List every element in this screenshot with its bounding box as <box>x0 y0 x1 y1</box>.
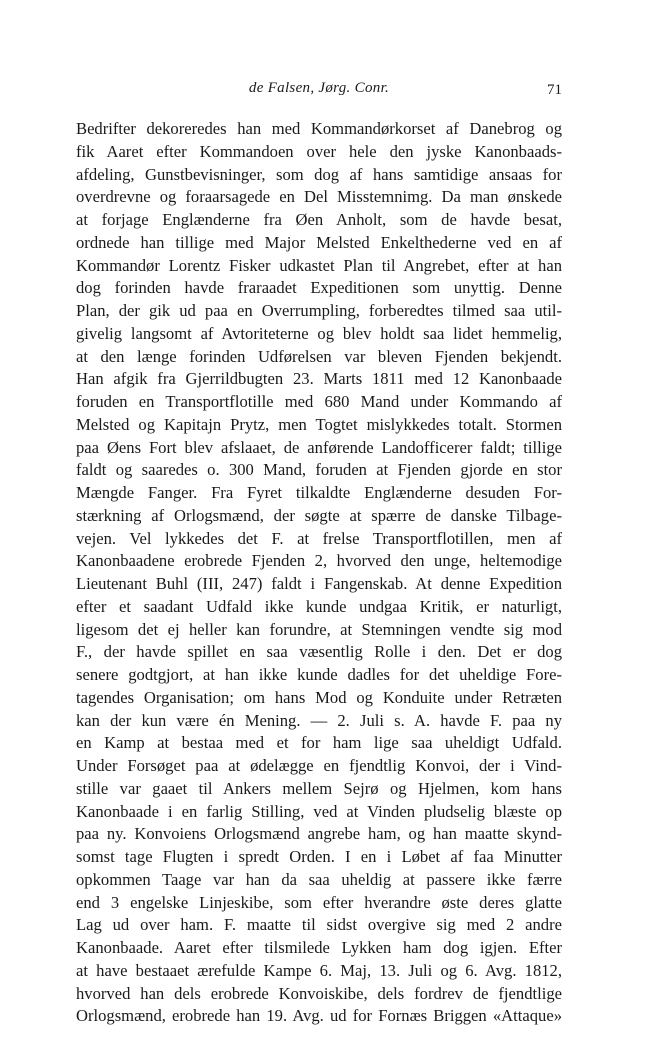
text-line: afdeling, Gunstbevisninger, som dog af hans samtidige ansaas for <box>76 164 562 184</box>
text-line: Han afgik fra Gjerrildbugten 23. Marts 1811 med 12 Kanonbaade <box>76 369 562 389</box>
text-line: en Kamp at bestaa med et for ham lige saa uheldigt Udfald. <box>76 733 562 753</box>
text-line: vejen. Vel lykkedes det F. at frelse Transportflotillen, men af <box>76 528 562 548</box>
text-line: ordnede han tillige med Major Melsted Enkelthederne ved en af <box>76 232 562 252</box>
text-line: at den længe forinden Udførelsen var bleven Fjenden bekjendt. <box>76 346 562 366</box>
text-line: F., der havde spillet en saa væsentlig Rolle i den. Det er dog <box>76 642 562 662</box>
text-line: stærkning af Orlogsmænd, der søgte at spærre de danske Tilbage- <box>76 505 562 525</box>
text-line: overdrevne og foraarsagede en Del Misstemnimg. Da man ønskede <box>76 187 562 207</box>
text-line: Mængde Fanger. Fra Fyret tilkaldte Englænderne desuden For- <box>76 483 562 502</box>
text-line: Lag ud over ham. F. maatte til sidst overgive sig med 2 andre <box>76 915 562 935</box>
text-line: Plan, der gik ud paa en Overrumpling, forberedtes tilmed saa util- <box>76 301 562 320</box>
text-line: givelig langsomt af Avtoriteterne og blev holdt saa lidet hemmelig, <box>76 323 562 343</box>
text-line: fik Aaret efter Kommandoen over hele den jyske Kanonbaads- <box>76 141 562 161</box>
text-line: faldt og saaredes o. 300 Mand, foruden at Fjenden gjorde en stor <box>76 460 562 480</box>
text-line: opkommen Taage var han da saa uheldig at passere ikke færre <box>76 869 562 889</box>
text-line: Kanonbaade i en farlig Stilling, ved at Vinden pludselig blæste op <box>76 801 562 821</box>
text-line: at have bestaaet ærefulde Kampe 6. Maj, 13. Juli og 6. Avg. 1812, <box>76 960 562 980</box>
page-number: 71 <box>547 82 562 98</box>
text-line: efter et saadant Udfald ikke kunde undgaa Kritik, er naturligt, <box>76 596 562 616</box>
running-head <box>76 80 562 102</box>
text-line: kan der kun være én Mening. — 2. Juli s. A. havde F. paa ny <box>76 710 562 730</box>
text-line: Lieutenant Buhl (III, 247) faldt i Fangenskab. At denne Expedition <box>76 574 562 593</box>
text-line: Under Forsøget paa at ødelægge en fjendtlig Konvoi, der i Vind- <box>76 756 562 775</box>
text-line: ligesom det ej heller kan forundre, at Stemningen vendte sig mod <box>76 619 562 639</box>
text-line: tagendes Organisation; om hans Mod og Konduite under Retræten <box>76 687 562 707</box>
text-line: hvorved han dels erobrede Konvoiskibe, dels fordrev de fjendtlige <box>76 983 562 1003</box>
text-line: Melsted og Kapitajn Prytz, men Togtet mislykkedes totalt. Stormen <box>76 414 562 434</box>
text-line: dog forinden havde fraraadet Expeditionen som unyttig. Denne <box>76 278 562 298</box>
text-line: Bedrifter dekoreredes han med Kommandørkorset af Danebrog og <box>76 119 562 138</box>
text-line: at forjage Englænderne fra Øen Anholt, som de havde besat, <box>76 210 562 229</box>
text-line: Orlogsmænd, erobrede han 19. Avg. ud for Fornæs Briggen «Attaque» <box>76 1006 562 1026</box>
body-text <box>76 118 562 1028</box>
text-line: Kanonbaadene erobrede Fjenden 2, hvorved den unge, heltemodige <box>76 551 562 571</box>
text-line: foruden en Transportflotille med 680 Mand under Kommando af <box>76 392 562 411</box>
text-line: Kommandør Lorentz Fisker udkastet Plan til Angrebet, efter at han <box>76 255 562 275</box>
running-title: de Falsen, Jørg. Conr. <box>248 80 390 96</box>
text-line: somst tage Flugten i spredt Orden. I en i Løbet af faa Minutter <box>76 847 562 866</box>
text-line: end 3 engelske Linjeskibe, som efter hverandre øste deres glatte <box>76 892 562 912</box>
text-line: stille var gaaet til Ankers mellem Sejrø og Hjelmen, kom hans <box>76 778 562 798</box>
text-line: Kanonbaade. Aaret efter tilsmilede Lykken ham dog igjen. Efter <box>76 938 562 957</box>
text-line: paa Øens Fort blev afslaaet, de anførende Landofficerer faldt; tillige <box>76 437 562 457</box>
text-line: senere godtgjort, at han ikke kunde dadles for det uheldige Fore- <box>76 665 562 684</box>
text-line: paa ny. Konvoiens Orlogsmænd angrebe ham, og han maatte skynd- <box>76 824 562 844</box>
